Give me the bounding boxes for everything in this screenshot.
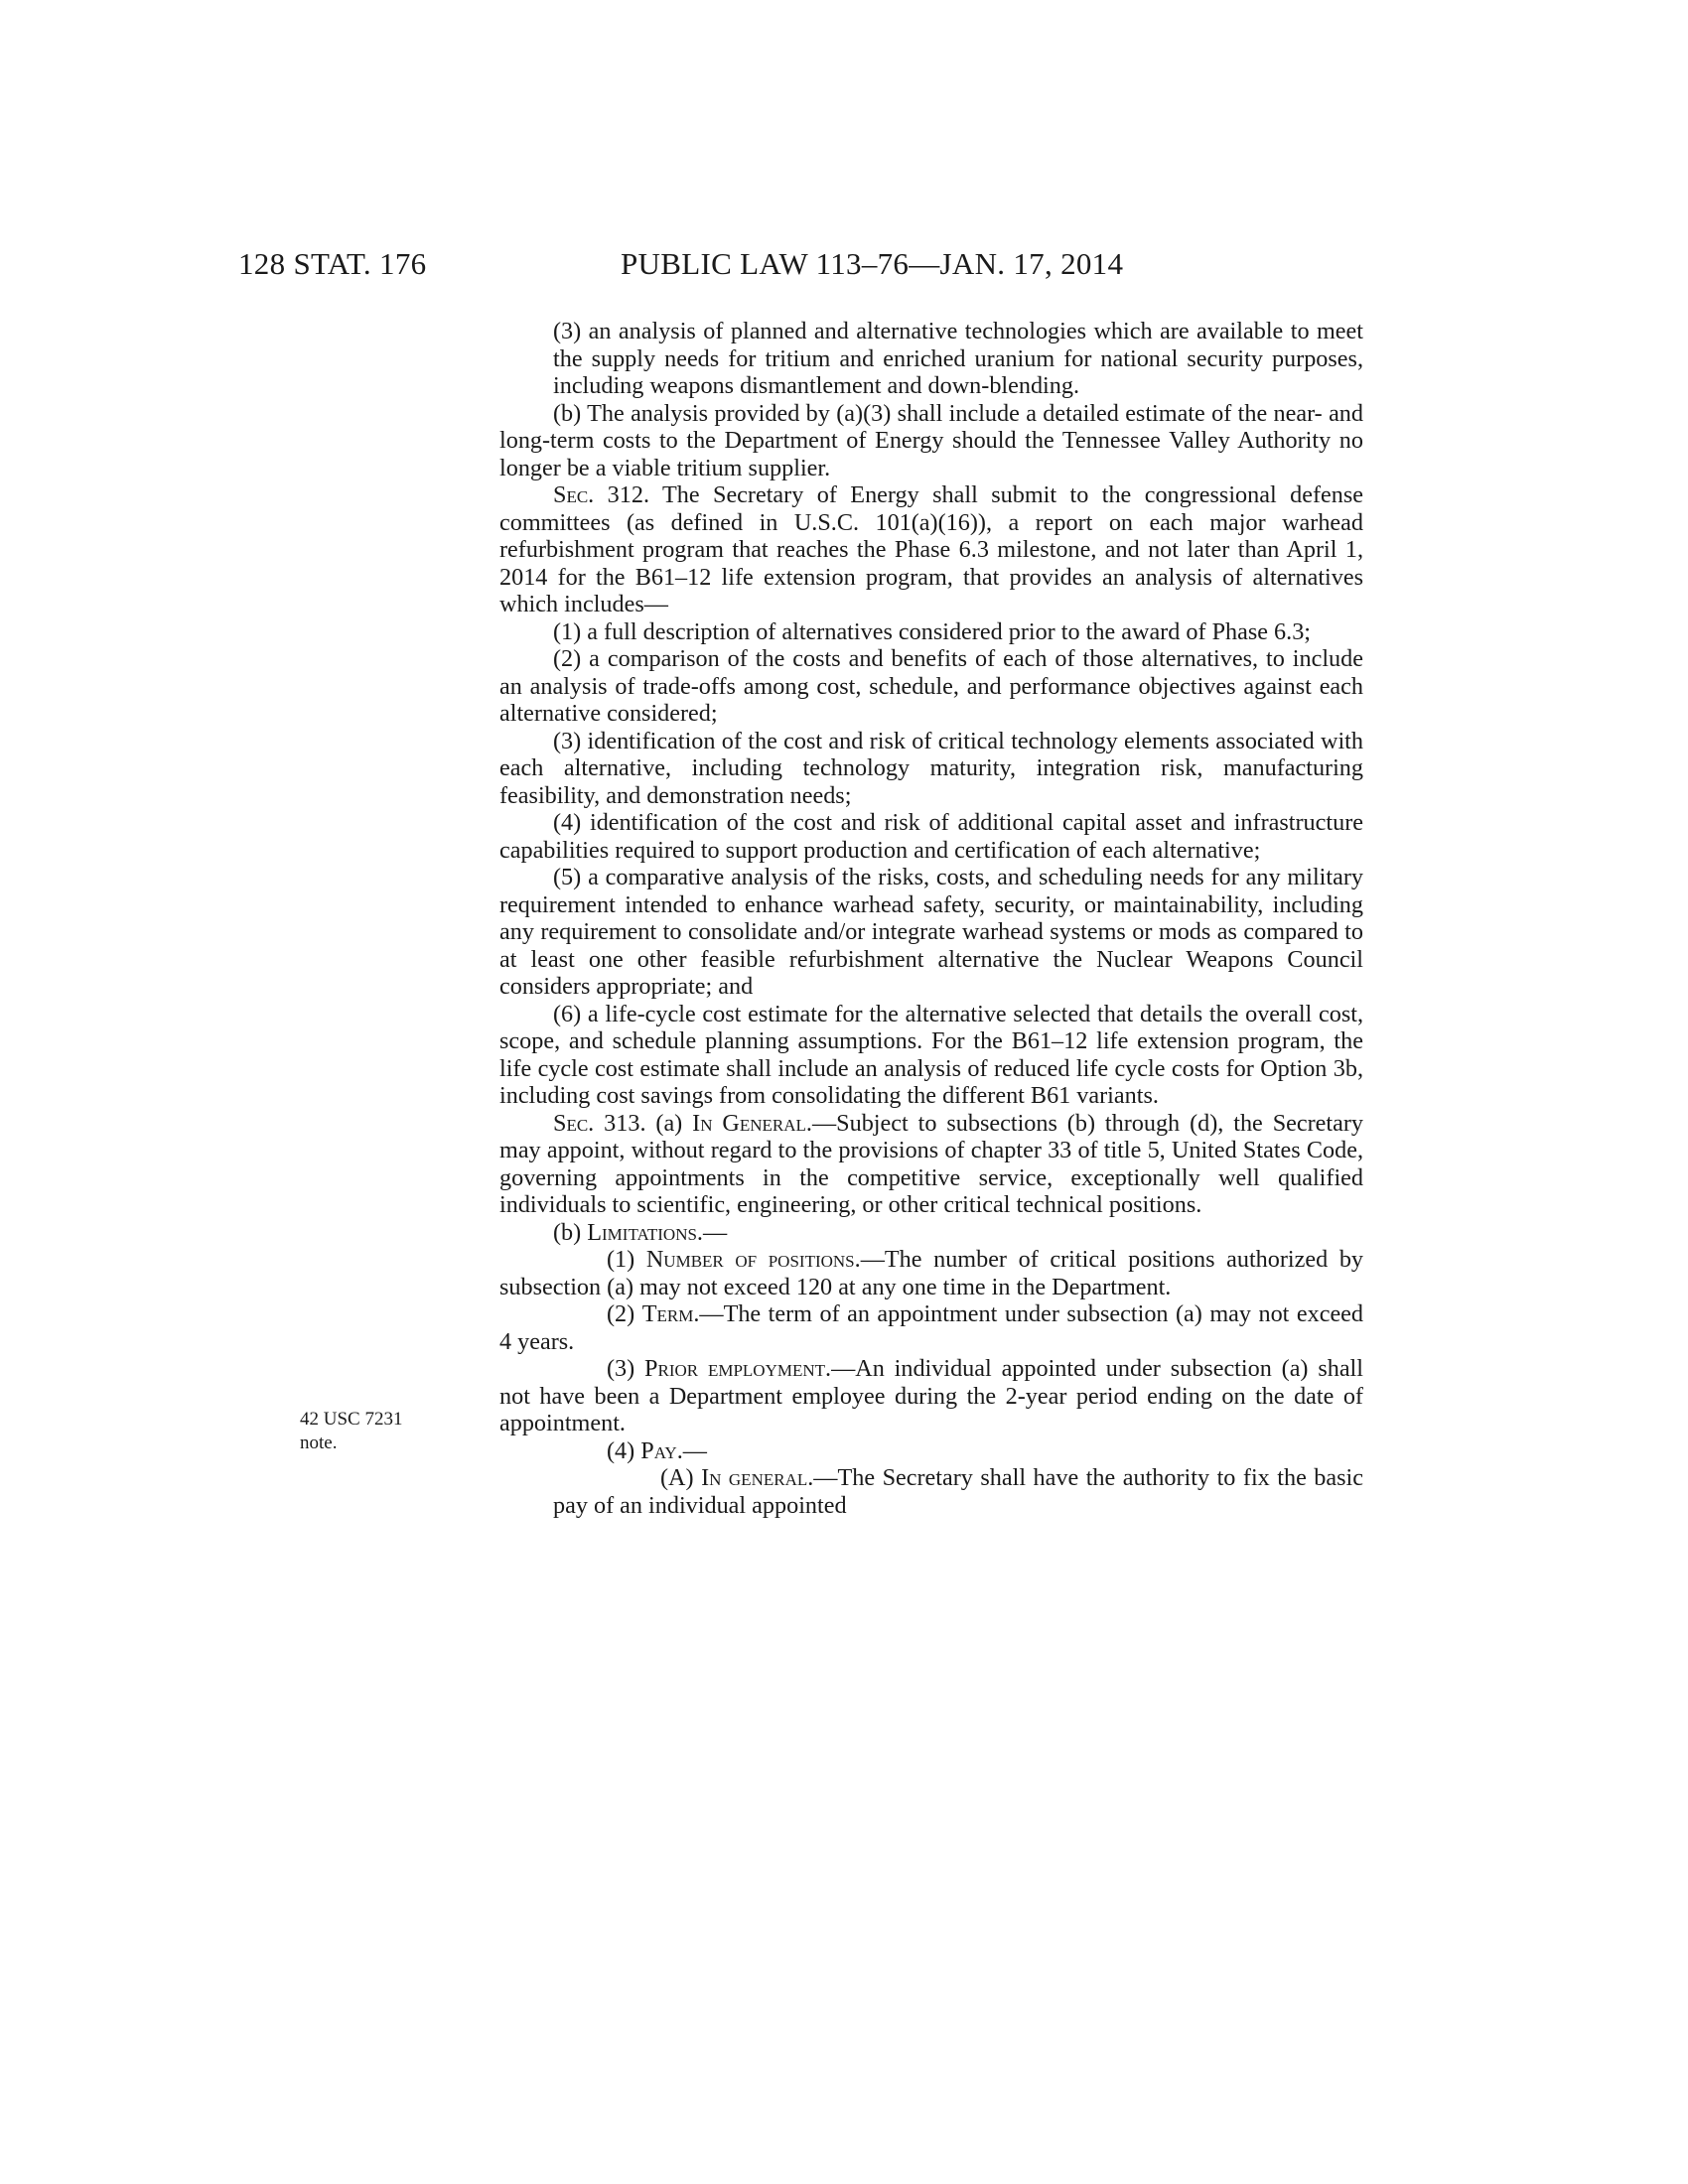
dash: — — [682, 1436, 707, 1464]
section-text: 312. The Secretary of Energy shall submit to the congressional defense committees (as defined in U.S.C. 101(a)(16)), a report on each major warhead refurbishment program that reaches the Phase 6.3 milestone, and not later than April 1, 2014 for the B61–12 life extension program, that provides an analysis of alternatives which includes— — [499, 481, 1363, 617]
paragraph-item — [499, 1437, 1363, 1465]
margin-note — [300, 1408, 402, 1455]
page-citation: 128 STAT. 176 — [238, 246, 427, 281]
subsection-heading: Limitations. — [587, 1218, 703, 1246]
section-312 — [499, 481, 1363, 618]
item-heading: Prior employment. — [644, 1355, 832, 1382]
section-label: Sec. — [553, 1109, 595, 1137]
item-heading: Term. — [641, 1300, 700, 1327]
subsection-heading: In General. — [692, 1109, 812, 1137]
item-text: —The number of critical positions authorized by subsection (a) may not exceed 120 at any one time in the Department. — [499, 1246, 1364, 1300]
paragraph-item — [499, 1300, 1363, 1355]
paragraph-item — [499, 1246, 1363, 1300]
item-heading: Number of positions. — [645, 1246, 861, 1273]
item-label: (1) — [607, 1246, 635, 1273]
paragraph: (5) a comparative analysis of the risks, costs, and scheduling needs for any military requirement intended to enhance warhead safety, security, or maintainability, including any requirement to consolidate and/or integrate warhead systems or mods as compared to at least one other feasible refurbishment alternative the Nuclear Weapons Council considers appropriate; and — [499, 864, 1363, 1000]
item-heading: Pay. — [640, 1436, 683, 1464]
subsection-b — [499, 1219, 1363, 1247]
item-label: (2) — [607, 1300, 635, 1327]
item-label: (4) — [607, 1436, 635, 1464]
subsection-label: (b) — [553, 1218, 582, 1246]
item-text: —The Secretary shall have the authority to fix the basic pay of an individual appointed — [553, 1464, 1363, 1519]
margin-note-line: 42 USC 7231 — [300, 1409, 403, 1430]
margin-note-line: note. — [300, 1433, 338, 1453]
paragraph: (3) identification of the cost and risk of critical technology elements associated with each alternative, including technology maturity, integration risk, manufacturing feasibility, and demonstration needs; — [499, 727, 1363, 809]
paragraph: (1) a full description of alternatives considered prior to the award of Phase 6.3; — [553, 617, 1312, 645]
paragraph: (2) a comparison of the costs and benefits of each of those alternatives, to include an analysis of trade-offs among cost, schedule, and performance objectives against each alternative considered; — [499, 645, 1363, 727]
section-313 — [499, 1110, 1363, 1219]
section-label: Sec. — [553, 481, 595, 508]
subsection-label: 313. (a) — [604, 1109, 683, 1137]
section-text: —Subject to subsections (b) through (d), the Secretary may appoint, without regard to the provisions of chapter 33 of title 5, United States Code, governing appointments in the competitive service, exceptionally well qualified individuals to scientific, engineering, or other critical technical positions. — [499, 1109, 1364, 1218]
item-heading: In general. — [701, 1464, 814, 1491]
item-label: (A) — [660, 1464, 694, 1491]
paragraph: (3) an analysis of planned and alternative technologies which are available to meet the supply needs for tritium and enriched uranium for national security purposes, including weapons dismantlement and down-blending. — [553, 318, 1363, 399]
item-text: —An individual appointed under subsection (a) shall not have been a Department employee during the 2-year period ending on the date of appointment. — [499, 1355, 1364, 1436]
paragraph: (6) a life-cycle cost estimate for the alternative selected that details the overall cost, scope, and schedule planning assumptions. For the B61–12 life extension program, the life cycle cost estimate shall include an analysis of reduced life cycle costs for Option 3b, including cost savings from consolidating the different B61 variants. — [499, 1000, 1363, 1109]
paragraph: (b) The analysis provided by (a)(3) shall include a detailed estimate of the near- and long-term costs to the Department of Energy should the Tennessee Valley Authority no longer be a viable tritium supplier. — [499, 399, 1363, 481]
dash: — — [702, 1218, 728, 1246]
item-label: (3) — [607, 1355, 635, 1382]
running-header: PUBLIC LAW 113–76—JAN. 17, 2014 — [621, 246, 1124, 281]
subparagraph-item — [499, 1464, 1363, 1519]
paragraph-item — [499, 1355, 1363, 1437]
statute-body — [499, 318, 1363, 1519]
paragraph: (4) identification of the cost and risk of additional capital asset and infrastructure capabilities required to support production and certification of each alternative; — [499, 809, 1363, 864]
item-text: —The term of an appointment under subsection (a) may not exceed 4 years. — [499, 1300, 1364, 1355]
